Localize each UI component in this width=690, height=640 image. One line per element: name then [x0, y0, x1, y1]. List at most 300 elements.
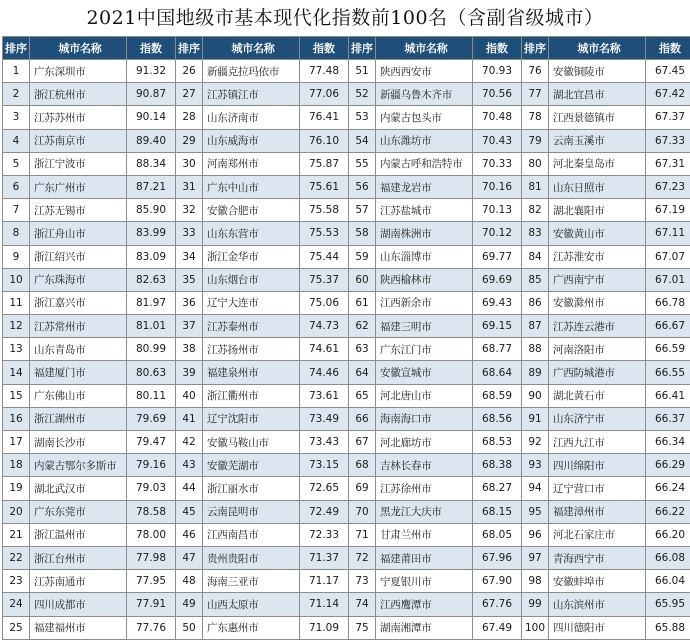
index-value-cell: 66.04: [646, 570, 690, 593]
table-row: [522, 291, 690, 314]
city-name-cell: 湖北黄石市: [549, 384, 646, 407]
table-row: [349, 268, 522, 291]
city-name-cell: 河南洛阳市: [549, 338, 646, 361]
rank-cell: 63: [349, 338, 376, 361]
table-row: [349, 60, 522, 83]
header-city: 城市名称: [203, 37, 300, 60]
rank-cell: 13: [3, 338, 30, 361]
rank-cell: 70: [349, 500, 376, 523]
city-name-cell: 福建龙岩市: [376, 175, 473, 198]
rank-cell: 22: [3, 546, 30, 569]
index-value-cell: 67.01: [646, 268, 690, 291]
index-value-cell: 81.01: [127, 315, 176, 338]
table-row: [3, 129, 176, 152]
city-name-cell: 福建漳州市: [549, 500, 646, 523]
rank-cell: 66: [349, 407, 376, 430]
table-row: [522, 361, 690, 384]
table-row: [176, 500, 349, 523]
index-value-cell: 69.77: [473, 245, 522, 268]
table-row: [3, 315, 176, 338]
index-value-cell: 68.56: [473, 407, 522, 430]
index-value-cell: 90.14: [127, 106, 176, 129]
header-index: 指数: [646, 37, 690, 60]
city-name-cell: 陕西西安市: [376, 60, 473, 83]
table-row: [3, 106, 176, 129]
rank-cell: 26: [176, 60, 203, 83]
table-row: [522, 454, 690, 477]
city-name-cell: 福建三明市: [376, 315, 473, 338]
rank-cell: 61: [349, 291, 376, 314]
rank-cell: 32: [176, 199, 203, 222]
city-name-cell: 江苏无锡市: [30, 199, 127, 222]
rank-cell: 25: [3, 616, 30, 639]
city-name-cell: 内蒙古呼和浩特市: [376, 152, 473, 175]
city-name-cell: 浙江金华市: [203, 245, 300, 268]
city-name-cell: 江西南昌市: [203, 523, 300, 546]
rank-cell: 17: [3, 431, 30, 454]
index-value-cell: 67.07: [646, 245, 690, 268]
city-name-cell: 河北秦皇岛市: [549, 152, 646, 175]
rank-cell: 23: [3, 570, 30, 593]
table-row: [176, 431, 349, 454]
table-row: [176, 268, 349, 291]
city-name-cell: 广东佛山市: [30, 384, 127, 407]
table-row: [522, 268, 690, 291]
rank-cell: 37: [176, 315, 203, 338]
ranking-table-group-3: [348, 36, 522, 640]
rank-cell: 92: [522, 431, 549, 454]
rank-cell: 98: [522, 570, 549, 593]
index-value-cell: 67.37: [646, 106, 690, 129]
table-row: [3, 338, 176, 361]
city-name-cell: 甘肃兰州市: [376, 523, 473, 546]
table-row: [349, 593, 522, 616]
city-name-cell: 河南郑州市: [203, 152, 300, 175]
table-row: [522, 500, 690, 523]
table-row: [176, 152, 349, 175]
index-value-cell: 65.95: [646, 593, 690, 616]
city-name-cell: 江苏徐州市: [376, 477, 473, 500]
city-name-cell: 福建莆田市: [376, 546, 473, 569]
rank-cell: 48: [176, 570, 203, 593]
rank-cell: 18: [3, 454, 30, 477]
city-name-cell: 江西景德镇市: [549, 106, 646, 129]
rank-cell: 38: [176, 338, 203, 361]
index-value-cell: 66.41: [646, 384, 690, 407]
table-row: [3, 500, 176, 523]
city-name-cell: 江西九江市: [549, 431, 646, 454]
city-name-cell: 江西新余市: [376, 291, 473, 314]
index-value-cell: 67.76: [473, 593, 522, 616]
table-row: [349, 546, 522, 569]
city-name-cell: 广西防城港市: [549, 361, 646, 384]
rank-cell: 7: [3, 199, 30, 222]
index-value-cell: 66.37: [646, 407, 690, 430]
city-name-cell: 山东东营市: [203, 222, 300, 245]
index-value-cell: 66.08: [646, 546, 690, 569]
city-name-cell: 山东滨州市: [549, 593, 646, 616]
index-value-cell: 73.15: [300, 454, 349, 477]
city-name-cell: 山东济南市: [203, 106, 300, 129]
header-city: 城市名称: [30, 37, 127, 60]
city-name-cell: 江西鹰潭市: [376, 593, 473, 616]
rank-cell: 97: [522, 546, 549, 569]
header-city: 城市名称: [549, 37, 646, 60]
index-value-cell: 75.58: [300, 199, 349, 222]
city-name-cell: 浙江嘉兴市: [30, 291, 127, 314]
rank-cell: 4: [3, 129, 30, 152]
rank-cell: 58: [349, 222, 376, 245]
table-row: [3, 570, 176, 593]
index-value-cell: 70.12: [473, 222, 522, 245]
index-value-cell: 66.22: [646, 500, 690, 523]
table-row: [3, 83, 176, 106]
rank-cell: 74: [349, 593, 376, 616]
city-name-cell: 四川成都市: [30, 593, 127, 616]
index-value-cell: 75.37: [300, 268, 349, 291]
table-header-row: [522, 37, 690, 60]
index-value-cell: 68.53: [473, 431, 522, 454]
table-row: [3, 291, 176, 314]
rank-cell: 3: [3, 106, 30, 129]
table-row: [3, 384, 176, 407]
index-value-cell: 67.96: [473, 546, 522, 569]
index-value-cell: 69.15: [473, 315, 522, 338]
index-value-cell: 73.49: [300, 407, 349, 430]
table-row: [349, 500, 522, 523]
table-row: [176, 83, 349, 106]
table-row: [522, 106, 690, 129]
index-value-cell: 67.90: [473, 570, 522, 593]
index-value-cell: 69.43: [473, 291, 522, 314]
index-value-cell: 68.64: [473, 361, 522, 384]
rank-cell: 29: [176, 129, 203, 152]
rank-cell: 100: [522, 616, 549, 639]
city-name-cell: 广东惠州市: [203, 616, 300, 639]
city-name-cell: 湖北襄阳市: [549, 199, 646, 222]
table-row: [522, 384, 690, 407]
rank-cell: 99: [522, 593, 549, 616]
table-row: [176, 129, 349, 152]
city-name-cell: 江苏盐城市: [376, 199, 473, 222]
city-name-cell: 辽宁沈阳市: [203, 407, 300, 430]
city-name-cell: 山东青岛市: [30, 338, 127, 361]
index-value-cell: 76.10: [300, 129, 349, 152]
index-value-cell: 72.33: [300, 523, 349, 546]
table-row: [3, 477, 176, 500]
city-name-cell: 湖北武汉市: [30, 477, 127, 500]
city-name-cell: 浙江台州市: [30, 546, 127, 569]
table-row: [349, 315, 522, 338]
rank-cell: 69: [349, 477, 376, 500]
city-name-cell: 安徽宣城市: [376, 361, 473, 384]
index-value-cell: 71.17: [300, 570, 349, 593]
index-value-cell: 67.11: [646, 222, 690, 245]
table-header-row: [349, 37, 522, 60]
table-row: [522, 60, 690, 83]
table-row: [3, 268, 176, 291]
city-name-cell: 浙江舟山市: [30, 222, 127, 245]
table-row: [349, 616, 522, 639]
rank-cell: 95: [522, 500, 549, 523]
city-name-cell: 湖南长沙市: [30, 431, 127, 454]
table-row: [176, 384, 349, 407]
index-value-cell: 82.63: [127, 268, 176, 291]
city-name-cell: 海南三亚市: [203, 570, 300, 593]
rank-cell: 65: [349, 384, 376, 407]
rank-cell: 2: [3, 83, 30, 106]
rank-cell: 39: [176, 361, 203, 384]
table-row: [349, 570, 522, 593]
index-value-cell: 70.33: [473, 152, 522, 175]
rank-cell: 62: [349, 315, 376, 338]
city-name-cell: 江苏南通市: [30, 570, 127, 593]
header-index: 指数: [473, 37, 522, 60]
city-name-cell: 吉林长春市: [376, 454, 473, 477]
table-row: [349, 152, 522, 175]
city-name-cell: 江苏南京市: [30, 129, 127, 152]
table-row: [176, 175, 349, 198]
rank-cell: 9: [3, 245, 30, 268]
rank-cell: 30: [176, 152, 203, 175]
index-value-cell: 75.61: [300, 175, 349, 198]
table-row: [176, 546, 349, 569]
index-value-cell: 70.16: [473, 175, 522, 198]
rank-cell: 55: [349, 152, 376, 175]
index-value-cell: 70.48: [473, 106, 522, 129]
header-rank: 排序: [176, 37, 203, 60]
rank-cell: 47: [176, 546, 203, 569]
table-row: [349, 523, 522, 546]
city-name-cell: 安徽铜陵市: [549, 60, 646, 83]
city-name-cell: 安徽马鞍山市: [203, 431, 300, 454]
index-value-cell: 75.87: [300, 152, 349, 175]
index-value-cell: 77.95: [127, 570, 176, 593]
header-city: 城市名称: [376, 37, 473, 60]
index-value-cell: 67.49: [473, 616, 522, 639]
table-row: [176, 315, 349, 338]
index-value-cell: 71.09: [300, 616, 349, 639]
index-value-cell: 80.11: [127, 384, 176, 407]
table-row: [176, 616, 349, 639]
table-row: [349, 291, 522, 314]
rank-cell: 27: [176, 83, 203, 106]
city-name-cell: 江苏镇江市: [203, 83, 300, 106]
ranking-table-group-2: [175, 36, 349, 640]
table-row: [522, 570, 690, 593]
city-name-cell: 辽宁大连市: [203, 291, 300, 314]
index-value-cell: 77.98: [127, 546, 176, 569]
table-row: [3, 616, 176, 639]
index-value-cell: 75.06: [300, 291, 349, 314]
table-row: [522, 222, 690, 245]
rank-cell: 85: [522, 268, 549, 291]
rank-cell: 45: [176, 500, 203, 523]
index-value-cell: 66.59: [646, 338, 690, 361]
table-row: [349, 83, 522, 106]
rank-cell: 20: [3, 500, 30, 523]
rank-cell: 54: [349, 129, 376, 152]
index-value-cell: 71.14: [300, 593, 349, 616]
index-value-cell: 68.15: [473, 500, 522, 523]
index-value-cell: 80.63: [127, 361, 176, 384]
rank-cell: 64: [349, 361, 376, 384]
rank-cell: 81: [522, 175, 549, 198]
rank-cell: 5: [3, 152, 30, 175]
index-value-cell: 66.24: [646, 477, 690, 500]
table-row: [3, 222, 176, 245]
rank-cell: 89: [522, 361, 549, 384]
table-row: [349, 407, 522, 430]
index-value-cell: 77.48: [300, 60, 349, 83]
city-name-cell: 河北廊坊市: [376, 431, 473, 454]
rank-cell: 84: [522, 245, 549, 268]
rank-cell: 56: [349, 175, 376, 198]
city-name-cell: 山西太原市: [203, 593, 300, 616]
city-name-cell: 广东深圳市: [30, 60, 127, 83]
city-name-cell: 浙江宁波市: [30, 152, 127, 175]
city-name-cell: 浙江丽水市: [203, 477, 300, 500]
rank-cell: 96: [522, 523, 549, 546]
table-row: [349, 431, 522, 454]
index-value-cell: 69.69: [473, 268, 522, 291]
ranking-table-group-4: [521, 36, 690, 640]
city-name-cell: 广东珠海市: [30, 268, 127, 291]
city-name-cell: 安徽黄山市: [549, 222, 646, 245]
index-value-cell: 73.43: [300, 431, 349, 454]
table-header-row: [176, 37, 349, 60]
city-name-cell: 贵州贵阳市: [203, 546, 300, 569]
rank-cell: 36: [176, 291, 203, 314]
rank-cell: 44: [176, 477, 203, 500]
rank-cell: 91: [522, 407, 549, 430]
city-name-cell: 浙江湖州市: [30, 407, 127, 430]
city-name-cell: 宁夏银川市: [376, 570, 473, 593]
index-value-cell: 81.97: [127, 291, 176, 314]
rank-cell: 40: [176, 384, 203, 407]
city-name-cell: 湖南湘潭市: [376, 616, 473, 639]
index-value-cell: 67.42: [646, 83, 690, 106]
table-row: [522, 83, 690, 106]
rank-cell: 75: [349, 616, 376, 639]
table-row: [349, 129, 522, 152]
city-name-cell: 陕西榆林市: [376, 268, 473, 291]
rank-cell: 72: [349, 546, 376, 569]
city-name-cell: 内蒙古包头市: [376, 106, 473, 129]
city-name-cell: 海南海口市: [376, 407, 473, 430]
rank-cell: 28: [176, 106, 203, 129]
index-value-cell: 91.32: [127, 60, 176, 83]
city-name-cell: 安徽蚌埠市: [549, 570, 646, 593]
table-row: [3, 199, 176, 222]
city-name-cell: 浙江杭州市: [30, 83, 127, 106]
rank-cell: 82: [522, 199, 549, 222]
index-value-cell: 83.09: [127, 245, 176, 268]
rank-cell: 79: [522, 129, 549, 152]
rank-cell: 24: [3, 593, 30, 616]
ranking-table-group-1: [2, 36, 176, 640]
index-value-cell: 79.47: [127, 431, 176, 454]
table-row: [522, 431, 690, 454]
rank-cell: 53: [349, 106, 376, 129]
table-row: [3, 152, 176, 175]
city-name-cell: 四川绵阳市: [549, 454, 646, 477]
index-value-cell: 72.65: [300, 477, 349, 500]
rank-cell: 19: [3, 477, 30, 500]
table-row: [522, 315, 690, 338]
index-value-cell: 66.55: [646, 361, 690, 384]
index-value-cell: 65.88: [646, 616, 690, 639]
index-value-cell: 68.77: [473, 338, 522, 361]
rank-cell: 35: [176, 268, 203, 291]
table-row: [176, 338, 349, 361]
index-value-cell: 68.05: [473, 523, 522, 546]
city-name-cell: 新疆克拉玛依市: [203, 60, 300, 83]
city-name-cell: 河北石家庄市: [549, 523, 646, 546]
index-value-cell: 68.59: [473, 384, 522, 407]
rank-cell: 87: [522, 315, 549, 338]
city-name-cell: 福建厦门市: [30, 361, 127, 384]
table-row: [3, 361, 176, 384]
table-row: [3, 593, 176, 616]
index-value-cell: 90.87: [127, 83, 176, 106]
table-row: [176, 106, 349, 129]
rank-cell: 46: [176, 523, 203, 546]
index-value-cell: 66.34: [646, 431, 690, 454]
table-row: [176, 570, 349, 593]
rank-cell: 60: [349, 268, 376, 291]
header-index: 指数: [300, 37, 349, 60]
rank-cell: 14: [3, 361, 30, 384]
index-value-cell: 79.03: [127, 477, 176, 500]
table-row: [176, 454, 349, 477]
table-row: [3, 175, 176, 198]
rank-cell: 71: [349, 523, 376, 546]
city-name-cell: 山东威海市: [203, 129, 300, 152]
city-name-cell: 内蒙古鄂尔多斯市: [30, 454, 127, 477]
rank-cell: 77: [522, 83, 549, 106]
city-name-cell: 安徽合肥市: [203, 199, 300, 222]
table-row: [522, 523, 690, 546]
city-name-cell: 浙江温州市: [30, 523, 127, 546]
rank-cell: 16: [3, 407, 30, 430]
city-name-cell: 安徽芜湖市: [203, 454, 300, 477]
rank-cell: 50: [176, 616, 203, 639]
rank-cell: 12: [3, 315, 30, 338]
city-name-cell: 江苏泰州市: [203, 315, 300, 338]
index-value-cell: 67.33: [646, 129, 690, 152]
header-rank: 排序: [349, 37, 376, 60]
index-value-cell: 70.13: [473, 199, 522, 222]
index-value-cell: 74.73: [300, 315, 349, 338]
rank-cell: 73: [349, 570, 376, 593]
rank-cell: 11: [3, 291, 30, 314]
table-row: [522, 407, 690, 430]
index-value-cell: 70.93: [473, 60, 522, 83]
page-title: 2021中国地级市基本现代化指数前100名（含副省级城市）: [0, 0, 690, 36]
index-value-cell: 67.45: [646, 60, 690, 83]
table-row: [522, 546, 690, 569]
rank-cell: 8: [3, 222, 30, 245]
city-name-cell: 云南玉溪市: [549, 129, 646, 152]
rank-cell: 10: [3, 268, 30, 291]
rank-cell: 41: [176, 407, 203, 430]
index-value-cell: 67.31: [646, 152, 690, 175]
rank-cell: 31: [176, 175, 203, 198]
city-name-cell: 山东烟台市: [203, 268, 300, 291]
city-name-cell: 江苏常州市: [30, 315, 127, 338]
rank-cell: 57: [349, 199, 376, 222]
